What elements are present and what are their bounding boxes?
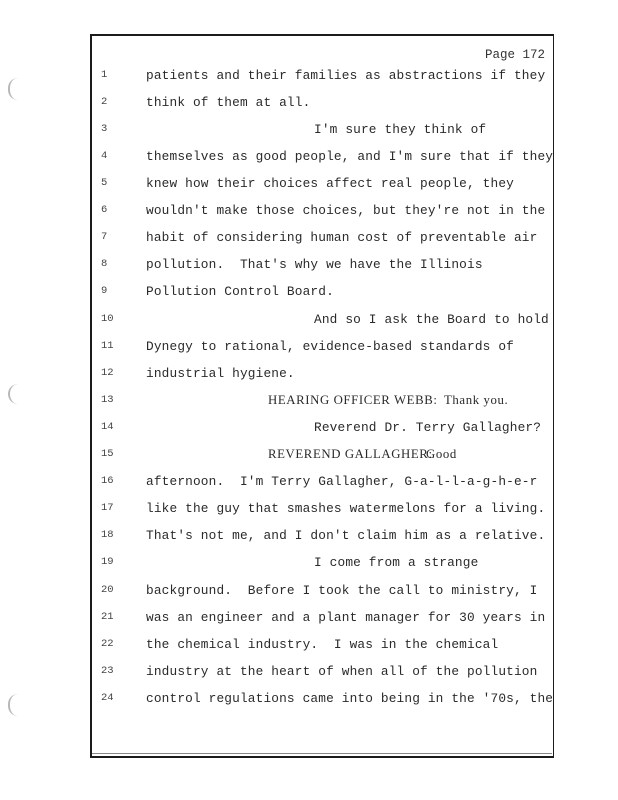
transcript-line: industry at the heart of when all of the pollution <box>146 664 538 679</box>
line-number: 14 <box>101 421 114 433</box>
transcript-line: Reverend Dr. Terry Gallagher? <box>314 420 542 435</box>
line-number: 5 <box>101 177 108 189</box>
line-number: 2 <box>101 96 108 108</box>
line-number: 15 <box>101 448 114 460</box>
line-number: 18 <box>101 529 114 541</box>
line-number: 13 <box>101 394 114 406</box>
line-number: 11 <box>101 340 114 352</box>
line-number: 20 <box>101 584 114 596</box>
transcript-line: wouldn't make those choices, but they're not in the <box>146 203 546 218</box>
line-number: 8 <box>101 258 108 270</box>
line-number: 1 <box>101 69 108 81</box>
transcript-line: afternoon. I'm Terry Gallagher, G-a-l-l-a-g-h-e-r <box>146 474 538 489</box>
transcript-line: think of them at all. <box>146 95 311 110</box>
line-number: 4 <box>101 150 108 162</box>
line-number: 9 <box>101 285 108 297</box>
transcript-line: And so I ask the Board to hold <box>314 312 549 327</box>
transcript-line: themselves as good people, and I'm sure that if they <box>146 149 554 164</box>
line-number: 7 <box>101 231 108 243</box>
transcript-line: knew how their choices affect real people, they <box>146 176 514 191</box>
speaker-text: Thank you. <box>444 393 509 407</box>
line-number: 24 <box>101 692 114 704</box>
transcript-line: the chemical industry. I was in the chemical <box>146 637 499 652</box>
page-number: Page 172 <box>484 48 545 62</box>
transcript-line: control regulations came into being in the '70s, the <box>146 691 554 706</box>
transcript-line: Dynegy to rational, evidence-based standards of <box>146 339 514 354</box>
speaker-label: REVEREND GALLAGHER: <box>268 447 433 461</box>
transcript-line: I'm sure they think of <box>314 122 487 137</box>
scan-punch-mark <box>8 384 18 404</box>
bottom-rule <box>92 753 552 754</box>
transcript-line: industrial hygiene. <box>146 366 295 381</box>
line-number: 21 <box>101 611 114 623</box>
line-number: 23 <box>101 665 114 677</box>
transcript-line: patients and their families as abstractions if they <box>146 68 546 83</box>
transcript-line: habit of considering human cost of preventable air <box>146 230 538 245</box>
line-number: 19 <box>101 556 114 568</box>
transcript-line: I come from a strange <box>314 555 479 570</box>
line-number: 22 <box>101 638 114 650</box>
line-number: 3 <box>101 123 108 135</box>
line-number: 10 <box>101 313 114 325</box>
transcript-line: That's not me, and I don't claim him as a relative. <box>146 528 546 543</box>
line-number: 12 <box>101 367 114 379</box>
line-number: 16 <box>101 475 114 487</box>
scan-punch-mark <box>8 78 18 100</box>
transcript-line: pollution. That's why we have the Illinois <box>146 257 483 272</box>
line-number: 17 <box>101 502 114 514</box>
speaker-label: HEARING OFFICER WEBB: <box>268 393 438 407</box>
line-number: 6 <box>101 204 108 216</box>
transcript-line: Pollution Control Board. <box>146 284 334 299</box>
transcript-line: like the guy that smashes watermelons for a living. <box>146 501 546 516</box>
transcript-line: was an engineer and a plant manager for 30 years in <box>146 610 546 625</box>
speaker-text: Good <box>426 447 457 461</box>
scan-punch-mark <box>8 694 18 716</box>
transcript-line: background. Before I took the call to ministry, I <box>146 583 538 598</box>
